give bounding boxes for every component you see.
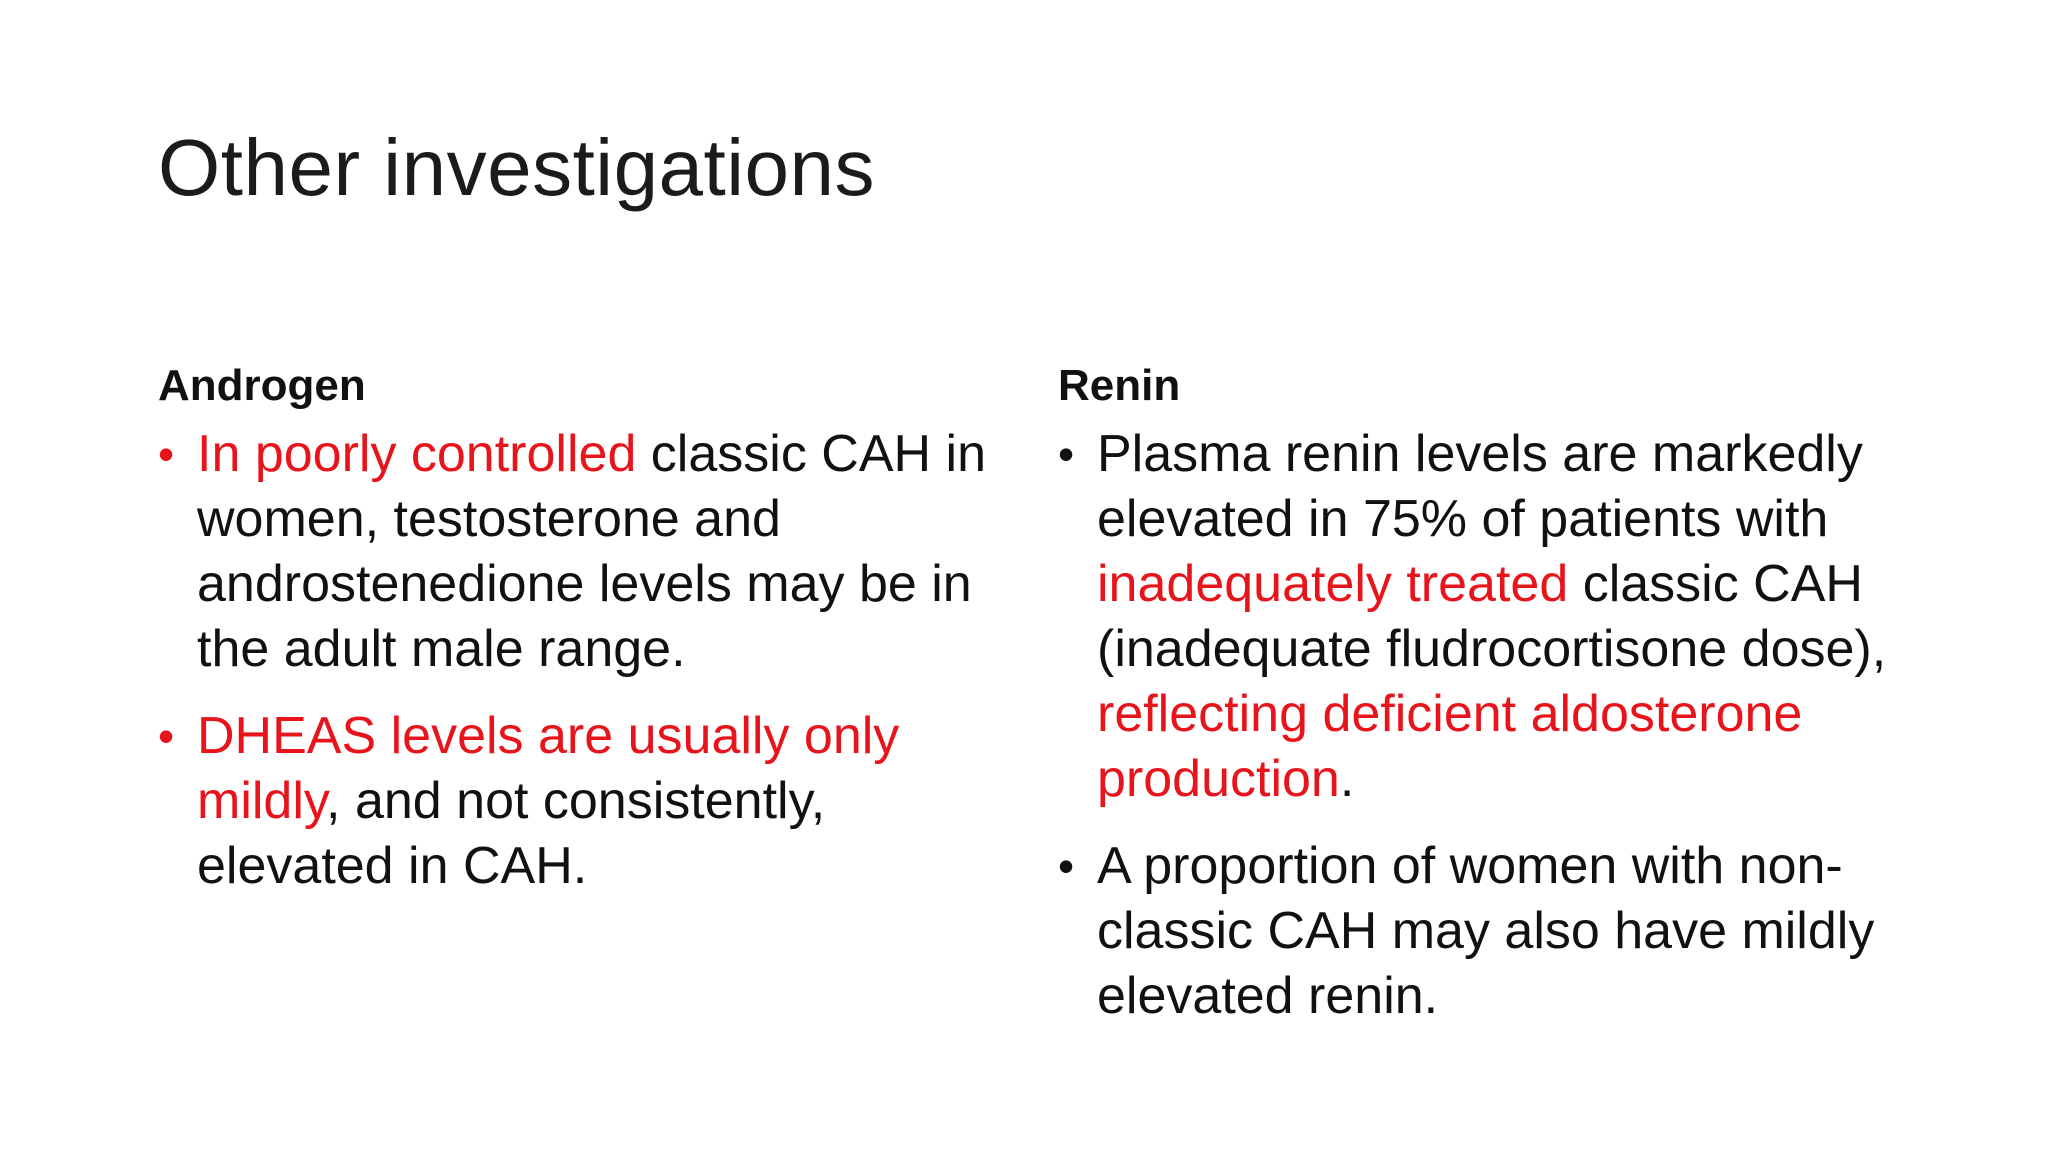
list-item (1058, 834, 1918, 1029)
highlighted-text: inadequately treated (1097, 555, 1569, 613)
body-text: . (1339, 750, 1355, 808)
renin-heading: Renin (1058, 361, 1181, 410)
androgen-column (158, 356, 1018, 921)
bullet-dot-icon: • (158, 710, 175, 762)
highlighted-text: reflecting deficient aldosterone production (1097, 685, 1803, 808)
highlighted-text: DHEAS levels are usually only mildly (197, 707, 900, 830)
bullet-dot-icon: • (1058, 428, 1075, 480)
body-text: A proportion of women with non-classic CAH may also have mildly elevated renin. (1097, 837, 1875, 1025)
body-text: Plasma renin levels are markedly elevated in 75% of patients with (1097, 425, 1863, 548)
body-text: , and not consistently, elevated in CAH. (197, 772, 826, 895)
androgen-heading: Androgen (158, 361, 366, 410)
slide-title: Other investigations (158, 123, 876, 212)
renin-bullet-list (1058, 422, 1918, 1029)
renin-column (1058, 356, 1918, 1051)
body-text: classic CAH in women, testosterone and androstenedione levels may be in the adult male range. (197, 425, 986, 678)
androgen-bullet-list (158, 422, 1018, 899)
bullet-dot-icon: • (1058, 840, 1075, 892)
list-item (158, 704, 1018, 899)
list-item (158, 422, 1018, 682)
bullet-dot-icon: • (158, 428, 175, 480)
body-text: classic CAH (inadequate fludrocortisone dose), (1097, 555, 1887, 678)
list-item (1058, 422, 1918, 812)
highlighted-text: In poorly controlled (197, 425, 637, 483)
